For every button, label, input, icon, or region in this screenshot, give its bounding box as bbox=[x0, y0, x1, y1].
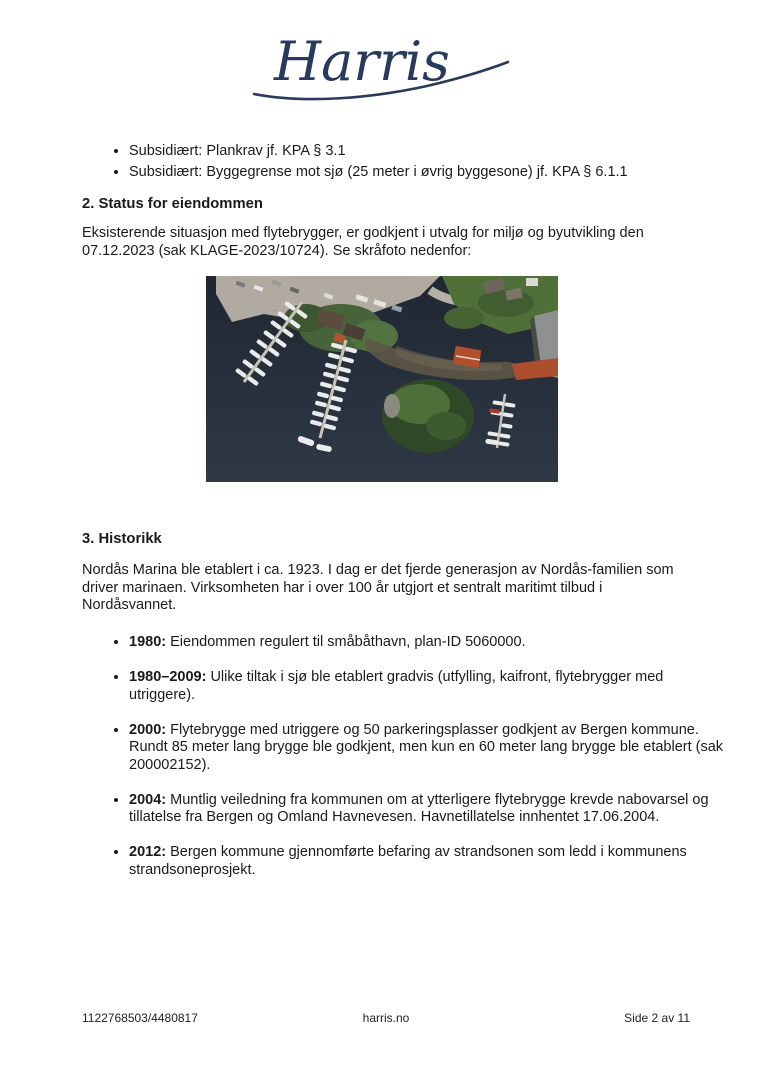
footer-doc-number: 1122768503/4480817 bbox=[82, 1011, 198, 1025]
footer-website: harris.no bbox=[362, 1011, 410, 1025]
timeline-item-1980 bbox=[129, 634, 733, 652]
timeline-year: 2004: bbox=[129, 791, 167, 808]
timeline-text: Eiendommen regulert til småbåthavn, plan-ID 5060000. bbox=[166, 634, 526, 650]
timeline-year: 1980: bbox=[129, 634, 167, 650]
intro-bullet-list bbox=[82, 143, 733, 185]
section-3-heading: 3. Historikk bbox=[82, 531, 162, 547]
bullet-text: Subsidiært: Plankrav jf. KPA § 3.1 bbox=[129, 143, 346, 159]
bullet-text: Subsidiært: Byggegrense mot sjø (25 meter i øvrig byggesone) jf. KPA § 6.1.1 bbox=[129, 164, 628, 180]
section-3-paragraph: Nordås Marina ble etablert i ca. 1923. I dag er det fjerde generasjon av Nordås-familien som driver marinaen. Virksomheten har i over 100 år utgjort et sentralt maritimt tilbud i Nordåsvannet. bbox=[82, 562, 674, 613]
section-2-heading: 2. Status for eiendommen bbox=[82, 196, 263, 212]
harris-logo bbox=[252, 24, 512, 108]
timeline-list bbox=[82, 634, 733, 879]
timeline-item-1980-2009 bbox=[129, 669, 733, 704]
page-footer bbox=[82, 1011, 690, 1025]
aerial-photo-marina bbox=[206, 276, 558, 482]
timeline-item-2000 bbox=[129, 722, 733, 775]
timeline-text: Ulike tiltak i sjø ble etablert gradvis (utfylling, kaifront, flytebrygger med utriggere). bbox=[129, 669, 664, 703]
timeline-item-2012 bbox=[129, 844, 733, 879]
list-item bbox=[129, 143, 733, 161]
timeline-year: 1980–2009: bbox=[129, 669, 207, 685]
timeline-item-2004 bbox=[129, 792, 733, 827]
timeline-text: Flytebrygge med utriggere og 50 parkeringsplasser godkjent av Bergen kommune. Rundt 85 meter lang brygge ble godkjent, men kun en 60 meter lang brygge ble etablert (sak 200002152). bbox=[129, 721, 724, 773]
timeline-year: 2000: bbox=[129, 721, 167, 738]
logo-text: Harris bbox=[274, 30, 450, 93]
timeline-year: 2012: bbox=[129, 844, 167, 860]
footer-page-number: Side 2 av 11 bbox=[624, 1011, 690, 1025]
aerial-photo-image bbox=[206, 276, 558, 482]
logo-container bbox=[0, 24, 764, 108]
section-2-paragraph: Eksisterende situasjon med flytebrygger, er godkjent i utvalg for miljø og byutvikling den 07.12.2023 (sak KLAGE-2023/10724). Se skråfoto nedenfor: bbox=[82, 225, 644, 259]
list-item bbox=[129, 164, 733, 182]
timeline-text: Bergen kommune gjennomførte befaring av strandsonen som ledd i kommunens strandsoneprosjekt. bbox=[129, 844, 687, 878]
timeline-text: Muntlig veiledning fra kommunen om at ytterligere flytebrygge krevde nabovarsel og tillatelse fra Bergen og Omland Havnevesen. Havnetillatelse innhentet 17.06.2004. bbox=[129, 791, 709, 825]
